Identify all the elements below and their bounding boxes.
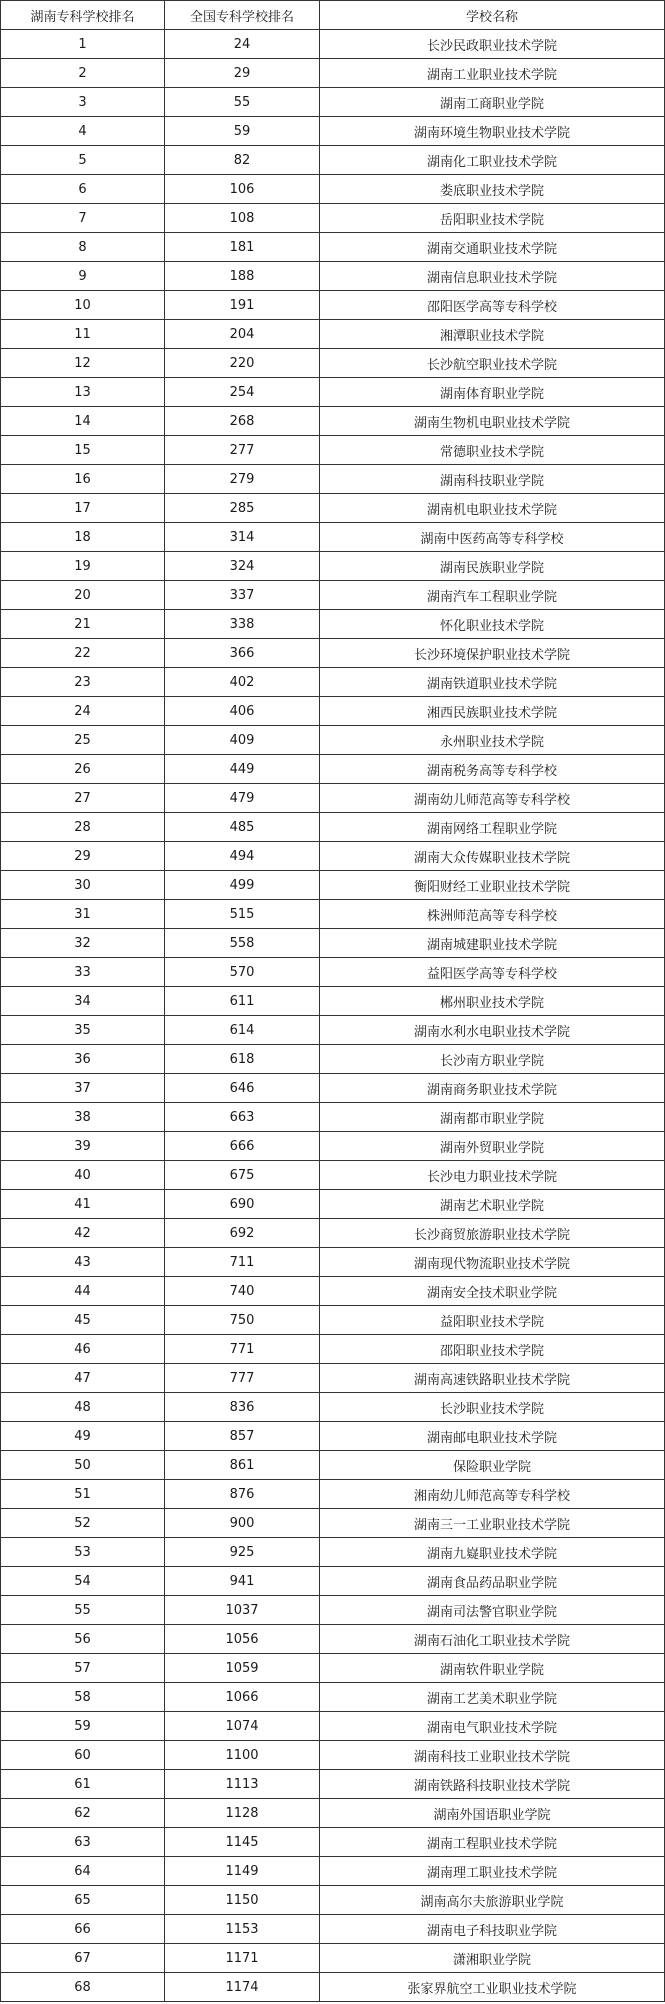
table-row (1, 1712, 665, 1741)
cell-national-rank: 191 (165, 291, 320, 320)
cell-hunan-rank: 22 (1, 639, 165, 668)
table-row (1, 1248, 665, 1277)
cell-school-name: 湖南邮电职业技术学院 (320, 1422, 665, 1451)
cell-hunan-rank: 47 (1, 1364, 165, 1393)
cell-school-name: 湖南现代物流职业技术学院 (320, 1248, 665, 1277)
cell-school-name: 湖南信息职业技术学院 (320, 262, 665, 291)
cell-hunan-rank: 29 (1, 842, 165, 871)
cell-national-rank: 499 (165, 871, 320, 900)
cell-national-rank: 666 (165, 1132, 320, 1161)
table-row (1, 146, 665, 175)
table-row (1, 755, 665, 784)
header-school-name: 学校名称 (320, 1, 665, 30)
cell-school-name: 长沙环境保护职业技术学院 (320, 639, 665, 668)
cell-national-rank: 402 (165, 668, 320, 697)
cell-national-rank: 254 (165, 378, 320, 407)
cell-school-name: 长沙电力职业技术学院 (320, 1161, 665, 1190)
table-row (1, 1480, 665, 1509)
table-row (1, 1741, 665, 1770)
cell-hunan-rank: 53 (1, 1538, 165, 1567)
cell-hunan-rank: 16 (1, 465, 165, 494)
cell-hunan-rank: 15 (1, 436, 165, 465)
cell-school-name: 湖南民族职业学院 (320, 552, 665, 581)
table-row (1, 1915, 665, 1944)
cell-national-rank: 324 (165, 552, 320, 581)
table-row (1, 1538, 665, 1567)
cell-hunan-rank: 46 (1, 1335, 165, 1364)
cell-national-rank: 279 (165, 465, 320, 494)
cell-national-rank: 1149 (165, 1857, 320, 1886)
cell-national-rank: 1128 (165, 1799, 320, 1828)
cell-national-rank: 750 (165, 1306, 320, 1335)
cell-national-rank: 204 (165, 320, 320, 349)
cell-national-rank: 876 (165, 1480, 320, 1509)
cell-hunan-rank: 63 (1, 1828, 165, 1857)
cell-national-rank: 82 (165, 146, 320, 175)
cell-school-name: 常德职业技术学院 (320, 436, 665, 465)
cell-hunan-rank: 33 (1, 958, 165, 987)
cell-national-rank: 900 (165, 1509, 320, 1538)
cell-hunan-rank: 6 (1, 175, 165, 204)
cell-school-name: 湖南商务职业技术学院 (320, 1074, 665, 1103)
cell-hunan-rank: 50 (1, 1451, 165, 1480)
header-hunan-rank: 湖南专科学校排名 (1, 1, 165, 30)
cell-hunan-rank: 60 (1, 1741, 165, 1770)
cell-hunan-rank: 25 (1, 726, 165, 755)
table-row (1, 117, 665, 146)
table-row (1, 465, 665, 494)
table-row (1, 1596, 665, 1625)
cell-school-name: 益阳医学高等专科学校 (320, 958, 665, 987)
cell-school-name: 湖南高速铁路职业技术学院 (320, 1364, 665, 1393)
cell-national-rank: 663 (165, 1103, 320, 1132)
cell-hunan-rank: 49 (1, 1422, 165, 1451)
cell-school-name: 永州职业技术学院 (320, 726, 665, 755)
cell-national-rank: 570 (165, 958, 320, 987)
cell-hunan-rank: 40 (1, 1161, 165, 1190)
table-row (1, 581, 665, 610)
cell-school-name: 湖南城建职业技术学院 (320, 929, 665, 958)
cell-school-name: 潇湘职业学院 (320, 1944, 665, 1973)
cell-school-name: 湖南汽车工程职业学院 (320, 581, 665, 610)
table-row (1, 523, 665, 552)
cell-national-rank: 479 (165, 784, 320, 813)
table-row (1, 639, 665, 668)
cell-school-name: 湖南税务高等专科学校 (320, 755, 665, 784)
cell-hunan-rank: 5 (1, 146, 165, 175)
cell-national-rank: 711 (165, 1248, 320, 1277)
cell-hunan-rank: 48 (1, 1393, 165, 1422)
cell-school-name: 邵阳医学高等专科学校 (320, 291, 665, 320)
table-row (1, 1973, 665, 2002)
cell-hunan-rank: 51 (1, 1480, 165, 1509)
table-row (1, 1886, 665, 1915)
cell-national-rank: 1174 (165, 1973, 320, 2002)
cell-school-name: 湖南艺术职业学院 (320, 1190, 665, 1219)
table-row (1, 987, 665, 1016)
cell-national-rank: 285 (165, 494, 320, 523)
table-row (1, 1799, 665, 1828)
cell-hunan-rank: 52 (1, 1509, 165, 1538)
cell-school-name: 湖南软件职业学院 (320, 1654, 665, 1683)
table-row (1, 871, 665, 900)
cell-school-name: 湖南幼儿师范高等专科学校 (320, 784, 665, 813)
cell-school-name: 湖南中医药高等专科学校 (320, 523, 665, 552)
cell-national-rank: 406 (165, 697, 320, 726)
cell-school-name: 湖南环境生物职业技术学院 (320, 117, 665, 146)
cell-national-rank: 646 (165, 1074, 320, 1103)
cell-national-rank: 220 (165, 349, 320, 378)
cell-hunan-rank: 17 (1, 494, 165, 523)
cell-hunan-rank: 28 (1, 813, 165, 842)
cell-national-rank: 558 (165, 929, 320, 958)
table-row (1, 813, 665, 842)
table-row (1, 1944, 665, 1973)
table-row (1, 1306, 665, 1335)
cell-school-name: 湖南安全技术职业学院 (320, 1277, 665, 1306)
table-row (1, 1422, 665, 1451)
cell-national-rank: 1113 (165, 1770, 320, 1799)
cell-school-name: 湖南三一工业职业技术学院 (320, 1509, 665, 1538)
cell-hunan-rank: 13 (1, 378, 165, 407)
cell-hunan-rank: 12 (1, 349, 165, 378)
cell-hunan-rank: 54 (1, 1567, 165, 1596)
cell-national-rank: 861 (165, 1451, 320, 1480)
cell-national-rank: 106 (165, 175, 320, 204)
cell-hunan-rank: 9 (1, 262, 165, 291)
cell-hunan-rank: 10 (1, 291, 165, 320)
cell-school-name: 湖南都市职业学院 (320, 1103, 665, 1132)
cell-school-name: 怀化职业技术学院 (320, 610, 665, 639)
cell-school-name: 湖南铁道职业技术学院 (320, 668, 665, 697)
cell-school-name: 湖南高尔夫旅游职业学院 (320, 1886, 665, 1915)
cell-hunan-rank: 19 (1, 552, 165, 581)
cell-national-rank: 925 (165, 1538, 320, 1567)
cell-school-name: 湖南工艺美术职业学院 (320, 1683, 665, 1712)
cell-school-name: 湖南水利水电职业技术学院 (320, 1016, 665, 1045)
cell-national-rank: 777 (165, 1364, 320, 1393)
cell-national-rank: 55 (165, 88, 320, 117)
cell-school-name: 长沙南方职业学院 (320, 1045, 665, 1074)
table-row (1, 175, 665, 204)
cell-hunan-rank: 23 (1, 668, 165, 697)
cell-hunan-rank: 30 (1, 871, 165, 900)
cell-school-name: 湖南交通职业技术学院 (320, 233, 665, 262)
cell-national-rank: 277 (165, 436, 320, 465)
table-row (1, 1190, 665, 1219)
cell-school-name: 湖南电气职业技术学院 (320, 1712, 665, 1741)
table-row (1, 1103, 665, 1132)
table-row (1, 697, 665, 726)
cell-school-name: 湘潭职业技术学院 (320, 320, 665, 349)
cell-national-rank: 1056 (165, 1625, 320, 1654)
cell-school-name: 湖南化工职业技术学院 (320, 146, 665, 175)
cell-school-name: 湖南电子科技职业学院 (320, 1915, 665, 1944)
cell-hunan-rank: 18 (1, 523, 165, 552)
cell-national-rank: 268 (165, 407, 320, 436)
table-row (1, 291, 665, 320)
table-row (1, 88, 665, 117)
cell-national-rank: 1037 (165, 1596, 320, 1625)
cell-hunan-rank: 26 (1, 755, 165, 784)
cell-national-rank: 1150 (165, 1886, 320, 1915)
cell-hunan-rank: 1 (1, 30, 165, 59)
cell-hunan-rank: 42 (1, 1219, 165, 1248)
cell-national-rank: 836 (165, 1393, 320, 1422)
cell-hunan-rank: 59 (1, 1712, 165, 1741)
cell-national-rank: 1066 (165, 1683, 320, 1712)
table-row (1, 1074, 665, 1103)
cell-national-rank: 1100 (165, 1741, 320, 1770)
table-row (1, 1161, 665, 1190)
cell-hunan-rank: 43 (1, 1248, 165, 1277)
cell-national-rank: 366 (165, 639, 320, 668)
cell-hunan-rank: 55 (1, 1596, 165, 1625)
cell-hunan-rank: 34 (1, 987, 165, 1016)
cell-national-rank: 692 (165, 1219, 320, 1248)
cell-school-name: 湖南生物机电职业技术学院 (320, 407, 665, 436)
cell-national-rank: 614 (165, 1016, 320, 1045)
table-row (1, 726, 665, 755)
cell-national-rank: 485 (165, 813, 320, 842)
cell-national-rank: 857 (165, 1422, 320, 1451)
table-row (1, 349, 665, 378)
table-row (1, 378, 665, 407)
cell-national-rank: 515 (165, 900, 320, 929)
cell-school-name: 湖南工商职业学院 (320, 88, 665, 117)
cell-school-name: 湖南大众传媒职业技术学院 (320, 842, 665, 871)
table-row (1, 1045, 665, 1074)
table-row (1, 1132, 665, 1161)
cell-hunan-rank: 39 (1, 1132, 165, 1161)
cell-school-name: 郴州职业技术学院 (320, 987, 665, 1016)
table-row (1, 1219, 665, 1248)
table-row (1, 1509, 665, 1538)
cell-hunan-rank: 20 (1, 581, 165, 610)
cell-school-name: 湖南工业职业技术学院 (320, 59, 665, 88)
table-row (1, 784, 665, 813)
cell-school-name: 娄底职业技术学院 (320, 175, 665, 204)
table-row (1, 1828, 665, 1857)
cell-school-name: 湖南科技职业学院 (320, 465, 665, 494)
cell-school-name: 湖南外国语职业学院 (320, 1799, 665, 1828)
cell-national-rank: 941 (165, 1567, 320, 1596)
table-row (1, 1567, 665, 1596)
cell-national-rank: 618 (165, 1045, 320, 1074)
header-row (1, 1, 665, 30)
cell-hunan-rank: 32 (1, 929, 165, 958)
cell-national-rank: 1145 (165, 1828, 320, 1857)
cell-school-name: 长沙航空职业技术学院 (320, 349, 665, 378)
cell-school-name: 长沙商贸旅游职业技术学院 (320, 1219, 665, 1248)
table-row (1, 30, 665, 59)
cell-hunan-rank: 4 (1, 117, 165, 146)
cell-national-rank: 338 (165, 610, 320, 639)
cell-national-rank: 611 (165, 987, 320, 1016)
cell-national-rank: 740 (165, 1277, 320, 1306)
table-row (1, 262, 665, 291)
cell-hunan-rank: 27 (1, 784, 165, 813)
cell-school-name: 湘南幼儿师范高等专科学校 (320, 1480, 665, 1509)
cell-national-rank: 188 (165, 262, 320, 291)
table-row (1, 958, 665, 987)
table-row (1, 900, 665, 929)
table-row (1, 204, 665, 233)
header-national-rank: 全国专科学校排名 (165, 1, 320, 30)
cell-hunan-rank: 62 (1, 1799, 165, 1828)
table-row (1, 436, 665, 465)
table-row (1, 1451, 665, 1480)
table-row (1, 1683, 665, 1712)
cell-national-rank: 314 (165, 523, 320, 552)
table-body (1, 30, 665, 2002)
cell-hunan-rank: 57 (1, 1654, 165, 1683)
cell-hunan-rank: 14 (1, 407, 165, 436)
cell-school-name: 湖南科技工业职业技术学院 (320, 1741, 665, 1770)
cell-school-name: 邵阳职业技术学院 (320, 1335, 665, 1364)
table-row (1, 1625, 665, 1654)
cell-school-name: 长沙职业技术学院 (320, 1393, 665, 1422)
cell-hunan-rank: 8 (1, 233, 165, 262)
cell-hunan-rank: 2 (1, 59, 165, 88)
cell-school-name: 株洲师范高等专科学校 (320, 900, 665, 929)
cell-national-rank: 108 (165, 204, 320, 233)
cell-school-name: 湖南食品药品职业学院 (320, 1567, 665, 1596)
cell-national-rank: 1171 (165, 1944, 320, 1973)
cell-hunan-rank: 66 (1, 1915, 165, 1944)
cell-hunan-rank: 61 (1, 1770, 165, 1799)
cell-school-name: 益阳职业技术学院 (320, 1306, 665, 1335)
cell-hunan-rank: 65 (1, 1886, 165, 1915)
table-row (1, 1364, 665, 1393)
cell-hunan-rank: 58 (1, 1683, 165, 1712)
cell-school-name: 保险职业学院 (320, 1451, 665, 1480)
cell-school-name: 湘西民族职业技术学院 (320, 697, 665, 726)
table-row (1, 668, 665, 697)
cell-hunan-rank: 31 (1, 900, 165, 929)
cell-hunan-rank: 21 (1, 610, 165, 639)
cell-national-rank: 1153 (165, 1915, 320, 1944)
table-row (1, 1277, 665, 1306)
cell-hunan-rank: 38 (1, 1103, 165, 1132)
cell-national-rank: 29 (165, 59, 320, 88)
cell-school-name: 湖南九嶷职业技术学院 (320, 1538, 665, 1567)
table-row (1, 1770, 665, 1799)
table-row (1, 59, 665, 88)
cell-school-name: 湖南铁路科技职业技术学院 (320, 1770, 665, 1799)
cell-school-name: 衡阳财经工业职业技术学院 (320, 871, 665, 900)
cell-hunan-rank: 3 (1, 88, 165, 117)
table-row (1, 610, 665, 639)
cell-hunan-rank: 56 (1, 1625, 165, 1654)
cell-hunan-rank: 44 (1, 1277, 165, 1306)
cell-hunan-rank: 68 (1, 1973, 165, 2002)
cell-national-rank: 59 (165, 117, 320, 146)
cell-national-rank: 494 (165, 842, 320, 871)
cell-school-name: 湖南体育职业学院 (320, 378, 665, 407)
cell-national-rank: 449 (165, 755, 320, 784)
table-row (1, 929, 665, 958)
cell-hunan-rank: 45 (1, 1306, 165, 1335)
cell-national-rank: 1074 (165, 1712, 320, 1741)
table-row (1, 1654, 665, 1683)
cell-school-name: 湖南机电职业技术学院 (320, 494, 665, 523)
cell-national-rank: 1059 (165, 1654, 320, 1683)
table-row (1, 552, 665, 581)
table-row (1, 407, 665, 436)
cell-school-name: 湖南外贸职业学院 (320, 1132, 665, 1161)
table-row (1, 233, 665, 262)
cell-national-rank: 181 (165, 233, 320, 262)
cell-hunan-rank: 41 (1, 1190, 165, 1219)
table-row (1, 1857, 665, 1886)
cell-school-name: 湖南理工职业技术学院 (320, 1857, 665, 1886)
table-row (1, 320, 665, 349)
cell-hunan-rank: 37 (1, 1074, 165, 1103)
table-row (1, 1016, 665, 1045)
cell-school-name: 湖南工程职业技术学院 (320, 1828, 665, 1857)
cell-national-rank: 409 (165, 726, 320, 755)
cell-hunan-rank: 36 (1, 1045, 165, 1074)
table-row (1, 842, 665, 871)
table-row (1, 494, 665, 523)
cell-hunan-rank: 24 (1, 697, 165, 726)
cell-school-name: 岳阳职业技术学院 (320, 204, 665, 233)
cell-school-name: 长沙民政职业技术学院 (320, 30, 665, 59)
cell-hunan-rank: 11 (1, 320, 165, 349)
cell-national-rank: 675 (165, 1161, 320, 1190)
cell-national-rank: 690 (165, 1190, 320, 1219)
cell-school-name: 湖南司法警官职业学院 (320, 1596, 665, 1625)
cell-hunan-rank: 35 (1, 1016, 165, 1045)
cell-hunan-rank: 64 (1, 1857, 165, 1886)
cell-school-name: 湖南网络工程职业学院 (320, 813, 665, 842)
cell-national-rank: 771 (165, 1335, 320, 1364)
cell-national-rank: 24 (165, 30, 320, 59)
table-row (1, 1393, 665, 1422)
cell-national-rank: 337 (165, 581, 320, 610)
table-row (1, 1335, 665, 1364)
cell-hunan-rank: 67 (1, 1944, 165, 1973)
cell-school-name: 张家界航空工业职业技术学院 (320, 1973, 665, 2002)
cell-hunan-rank: 7 (1, 204, 165, 233)
cell-school-name: 湖南石油化工职业技术学院 (320, 1625, 665, 1654)
